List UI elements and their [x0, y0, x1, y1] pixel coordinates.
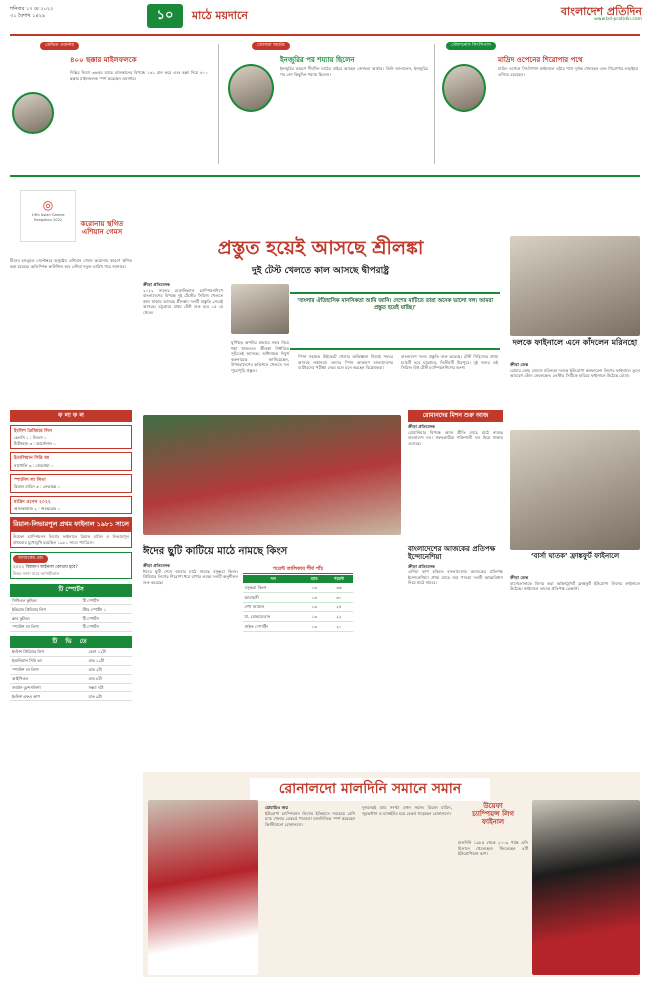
- page-number: ১০: [147, 4, 183, 28]
- table-row: [243, 583, 353, 592]
- points-cell: ২৪: [325, 602, 353, 612]
- romania-body: রোমানিয়ার বিপক্ষে আজ প্রীতি ম্যাচে মাঠে নামছে বাংলাদেশ দল। সফরকারীরা শক্তিশালী দল নিয়ে ঢাকায় এসেছে।: [408, 429, 503, 446]
- barca-byline: ক্রীড়া ডেস্ক: [510, 575, 529, 580]
- mourinho-caption: দলকে ফাইনালে এনে কাঁদলেন মরিনহো: [512, 338, 638, 347]
- asian-games-logo: [20, 190, 76, 242]
- points-cell: ২২: [325, 612, 353, 622]
- col-header-team: দল: [243, 575, 304, 584]
- junior-byline: ক্রীড়া প্রতিবেদক: [408, 563, 435, 569]
- archer-photo: [228, 64, 274, 112]
- today-question-box[interactable]: [10, 552, 132, 579]
- team-cell: শেখ জামাল: [243, 602, 304, 612]
- table-row: [10, 674, 132, 683]
- table-row: [10, 614, 132, 623]
- kings-match-photo: [143, 415, 401, 535]
- story-body: মাদ্রিদ ওপেনে সিৎসিপাস ফাইনালে ওঠার পথে দুর্দান্ত খেলছেন এবং শিরোপার লড়াইয়ে এগিয়ে রয়েছেন।: [498, 66, 638, 77]
- table-row: [243, 612, 353, 622]
- results-banner: রিয়াল-লিভারপুল প্রথম ফাইনাল ১৯৮১ সালে: [10, 517, 132, 532]
- team-cell: বসুন্ধরা কিংস: [243, 583, 304, 592]
- frankfurt-player-photo: [510, 430, 640, 550]
- main-headline: প্রস্তুত হয়েই আসছে শ্রীলঙ্কা: [217, 237, 424, 259]
- barca-caption: ‘বার্সা ঘাতক’ ফ্রাঙ্কফুর্ট ফাইনালে: [530, 552, 620, 560]
- logo-tagline: www.bd-pratidin.com: [594, 17, 642, 23]
- section-title: মাঠে ময়দানে: [192, 9, 248, 22]
- result-item[interactable]: [10, 425, 132, 449]
- result-line: টটেনহাম ৩ : আর্সেনাল ০: [14, 440, 56, 446]
- played-cell: ১৩: [304, 593, 325, 603]
- date-line-gregorian: শনিবার ১৭ মে ২০২২: [10, 6, 54, 12]
- tv-time: বেলা ১২টা: [87, 648, 132, 656]
- table-row: [243, 622, 353, 632]
- main-col-2-text: ঘূর্ণিঝড় অশনির প্রভাবে সফর নিয়ে শঙ্কা থাকলেও শ্রীলঙ্কা নির্ধারিত সূচিতেই আসছে। অধিনায়ক দিমুথ করুনারত্নে জানিয়েছেন, উপমহাদেশের কন্ডিশনে খেলতে দল পুরোপুরি প্রস্তুত।: [231, 340, 289, 373]
- maldini-stats: মালদিনি ১৯৮৫ থেকে ২০০৯ পর্যন্ত এসি মিলানে খেলেছেন। জিতেছেন ৫টি ইউরোপিয়ান কাপ।: [458, 840, 528, 857]
- table-row: [10, 597, 132, 605]
- mourinho-byline: ক্রীড়া ডেস্ক: [510, 362, 529, 367]
- main-col-3-text: স্পিন সহায়ক উইকেটে খেলার অভিজ্ঞতা নিয়েই সফরে আসছে লঙ্কানরা। তাদের স্পিন আক্রমণ বাংলাদেশের ব্যাটারদের পরীক্ষা নেবে বলে মনে করছেন বিশ্লেষকরা।: [298, 354, 393, 371]
- result-league: স্প্যানিশ লা লিগা: [14, 478, 46, 484]
- pull-quote: ‘বাংলার ঐতিহাসিক মানসিকতা আমি জানি। দেশের মাটিতে তারা অনেক ভালো দল। আমরা প্রস্তুত হয়েই যাচ্ছি।’: [290, 292, 500, 350]
- points-cell: ৩০: [325, 593, 353, 603]
- result-item[interactable]: [10, 496, 132, 515]
- story-title: মাদ্রিদ ওপেনের শিরোপার পথে: [498, 56, 583, 65]
- junior-body: এশিয়া কাপ হকিতে বাংলাদেশের আজকের প্রতিপক্ষ ইন্দোনেশিয়া। প্রথম ম্যাচে জয় পাওয়া দলটি আত্মবিশ্বাস নিয়ে মাঠে নামবে।: [408, 569, 503, 586]
- team-cell: ঢা. মোহামেডান: [243, 612, 304, 622]
- result-league: মাদ্রিদ ওপেন ২০২২: [14, 499, 51, 505]
- tv-event: ইন্ডিয়ান প্রিমিয়ার লিগ: [10, 605, 80, 614]
- ucl-final-badge: [458, 802, 528, 826]
- story-kicker: জোফরা আর্চার: [252, 42, 290, 50]
- badge-line-1: উয়েফা: [483, 802, 503, 810]
- asian-games-logo-line1: 19th Asian Games: [31, 213, 65, 218]
- mourinho-story[interactable]: [510, 362, 640, 379]
- result-line: চেলসি ১ : লিডস ০: [14, 435, 47, 441]
- romania-byline: ক্রীড়া প্রতিবেদক: [408, 424, 435, 430]
- team-cell: সাইফ স্পোর্টিং: [243, 622, 304, 632]
- column-divider: [218, 44, 219, 164]
- section-rule: [10, 175, 640, 177]
- points-table: [243, 566, 353, 632]
- asian-games-body: চীনের হাংঝুতে সেপ্টেম্বরে অনুষ্ঠেয় এশিয়ান গেমস করোনার কারণে স্থগিত করা হয়েছে। অলিম্পিক কাউন্সিল অব এশিয়া নতুন তারিখ পরে জানাবে।: [10, 258, 132, 269]
- points-cell: ২০: [325, 622, 353, 632]
- asian-games-headline: করোনায় স্থগিত এশিয়ান গেমস: [80, 220, 124, 237]
- ronaldo-byline: রোমারিও জয়: [265, 805, 289, 810]
- mourinho-body: রোমার কোচ জোসে মরিনহো দলকে ইউরোপা কনফারেন্স লিগের ফাইনালে তুলে আবেগে কেঁদে ফেলেছেন। লেস্টার সিটিকে হারিয়ে ফাইনালে উঠেছে রোমা।: [510, 367, 640, 379]
- tv-event: ইতালিয়ান সিরি আ: [10, 656, 87, 665]
- table-row: [243, 593, 353, 603]
- tv-event: স্প্যানিশ লা লিগা: [10, 623, 80, 632]
- tv-time: রাত ৮টা: [87, 674, 132, 683]
- kings-headline: ঈদের ছুটি কাটিয়ে মাঠে নামছে কিংস: [143, 546, 288, 557]
- top-story-tsitsipas[interactable]: [438, 42, 640, 77]
- main-col-1-text: ২০২২ সালের মেকানিক্যাল চ্যাম্পিয়নশিপে বাংলাদেশের বিপক্ষে দুই টেস্টের সিরিজ খেলতে কাল ঢাকায় আসছে শ্রীলঙ্কা। দলটি প্রস্তুতি সেরেই আসছে। চট্টগ্রামে প্রথম টেস্ট শুরু হবে ১৫ মে থেকে।: [143, 287, 223, 315]
- kings-body: ঈদের ছুটি শেষে আবার মাঠে নামছে বসুন্ধরা কিংস। প্রিমিয়ার লিগের শিরোপা ধরে রাখার লক্ষ্যে দলটি অনুশীলন শুরু করেছে।: [143, 568, 238, 585]
- tv-event: সিপিএল ফুটবল: [10, 597, 80, 605]
- kings-byline: ক্রীড়া প্রতিবেদক: [143, 563, 170, 568]
- column-divider: [434, 44, 435, 164]
- main-subhead: দুই টেস্ট খেলতে কাল আসছে দ্বীপরাষ্ট্র: [252, 266, 389, 276]
- table-row: [10, 692, 132, 701]
- story-kicker: স্টেফানোস সিৎসিপাস: [446, 42, 496, 50]
- today-label: আজকের প্রশ্ন: [13, 555, 48, 563]
- ronaldo-headline: রোনালদো মালদিনি সমানে সমান: [250, 778, 490, 801]
- table-row: [10, 623, 132, 632]
- tv-event: আইপিএল: [10, 674, 87, 683]
- tv-time: রাত ১২টা: [87, 656, 132, 665]
- maldini-photo: [532, 800, 640, 975]
- results-sidebar: [10, 410, 132, 701]
- sri-lanka-coach-photo: [231, 284, 289, 334]
- ronaldo-photo: [148, 800, 258, 975]
- main-byline: ক্রীড়া প্রতিবেদক: [143, 282, 170, 287]
- tv-time: সন্ধ্যা ৭টা: [87, 683, 132, 692]
- table-row: [10, 605, 132, 614]
- points-cell: ৩৬: [325, 583, 353, 592]
- played-cell: ১৩: [304, 602, 325, 612]
- team-cell: আবাহনী: [243, 593, 304, 603]
- tv-event: ইংলিশ প্রিমিয়ার লিগ: [10, 648, 87, 656]
- badge-line-2: চ্যাম্পিয়ন্স লিগ: [472, 810, 514, 819]
- asian-games-story[interactable]: [10, 190, 132, 269]
- ronaldo-body-2: দুজনেরই ম্যাচ সংখ্যা এখন সমান। রিয়াল মাদ্রিদ, জুভেন্টাস ও ম্যানইউর হয়ে রেকর্ড গড়েছেন রোনালদো।: [362, 805, 452, 816]
- story-title: ৪০০ ছক্কার মাইলফলকে: [70, 56, 137, 65]
- tv-schedule-table: [10, 597, 132, 632]
- logo-text: বাংলাদেশ প্রতিদিন: [560, 5, 642, 18]
- points-table-title: পয়েন্ট তালিকায় শীর্ষ পাঁচ: [243, 566, 353, 574]
- result-league: ইংলিশ প্রিমিয়ার লিগ: [14, 429, 52, 435]
- top-story-warner[interactable]: [10, 42, 210, 81]
- date-line-bengali: ৩১ বৈশাখ ১৪২৯: [10, 12, 46, 19]
- asian-games-emblem-icon: ◎: [42, 198, 54, 212]
- main-col-4-text: বাংলাদেশ দলও প্রস্তুতি শুরু করেছে। টেস্ট সিরিজের প্রথম ম্যাচটি হবে চট্টগ্রামে, দ্বিতীয়টি মিরপুরে। দুই দলের এই সিরিজ বিশ্ব টেস্ট চ্যাম্পিয়নশিপের অংশ।: [401, 354, 498, 371]
- played-cell: ১৩: [304, 612, 325, 622]
- barca-story[interactable]: [510, 575, 640, 592]
- result-item[interactable]: [10, 474, 132, 493]
- today-question: ২০২২ বিশ্বকাপ ফাইনাল কোথায় হবে?: [13, 565, 78, 571]
- romania-kicker: রোমানদের মিশন শুরু আজ: [408, 410, 503, 422]
- tv-event: স্প্যানিশ লা লিগা: [10, 665, 87, 674]
- tv2-schedule-title: টি ভি তে: [10, 636, 132, 648]
- story-title: ইনজুরির পর শয্যায় ছিলেন: [280, 56, 355, 65]
- kings-story[interactable]: [143, 563, 238, 585]
- top-stories: [10, 40, 640, 170]
- tv-channel: টি স্পোর্টস: [80, 614, 132, 623]
- warner-photo: [12, 92, 54, 134]
- tv-time: রাত ২টা: [87, 665, 132, 674]
- results-banner-body: উয়েফা চ্যাম্পিয়নস লিগের ফাইনালে রিয়াল মাদ্রিদ ও লিভারপুল প্রথমবার মুখোমুখি হয়েছিল ১৯৮১ সালে প্যারিসে।: [10, 532, 132, 548]
- top-story-archer[interactable]: [224, 42, 429, 77]
- col-header-played: ম্যাচ: [304, 575, 325, 584]
- tv-channel: টি স্পোর্টস: [80, 623, 132, 632]
- tv-schedule-title: টি স্পোর্টস: [10, 584, 132, 596]
- story-body: ইনজুরির কারণে দীর্ঘদিন মাঠের বাইরে আছেন জোফরা আর্চার। তিনি জানালেন, ইনজুরির পর বেশ কিছুদিন শয্যায় ছিলেন।: [280, 66, 428, 77]
- tv2-schedule-table: [10, 648, 132, 701]
- mourinho-photo: [510, 236, 640, 336]
- junior-headline: বাংলাদেশের আজকের প্রতিপক্ষ ইন্দোনেশিয়া: [408, 545, 496, 562]
- table-row: [10, 648, 132, 656]
- ronaldo-body-1: ইউরোপা চ্যাম্পিয়নস লিগের ইতিহাসে সবচেয়ে বেশি ম্যাচ খেলার রেকর্ডে পাওলো মালদিনিকে স্পর্শ করেছেন ক্রিস্টিয়ানো রোনালদো।: [265, 810, 355, 827]
- result-line: রিয়াল মাদ্রিদ ৬ : লেভান্তে ০: [14, 484, 61, 490]
- tv-event: ইংলিশ এফএ কাপ: [10, 692, 87, 701]
- tv-time: রাত ৯টা: [87, 692, 132, 701]
- main-col-1: [143, 282, 223, 315]
- table-row: [10, 665, 132, 674]
- result-line: আলকারাজ ২ : জভেরেভ ০: [14, 505, 61, 511]
- col-header-points: পয়েন্ট: [325, 575, 353, 584]
- table-row: [10, 683, 132, 692]
- romania-story[interactable]: [408, 410, 503, 446]
- tv-channel: টি স্পোর্টস: [80, 597, 132, 605]
- result-item[interactable]: [10, 452, 132, 471]
- table-row: [243, 602, 353, 612]
- result-line: নাপোলি ৩ : জেনোয়া ০: [14, 462, 54, 468]
- results-title: ফ লা ফ ল: [10, 410, 132, 422]
- tv-event: জার্মান বুন্দেসলিগা: [10, 683, 87, 692]
- asian-games-logo-line2: Hangzhou 2022: [33, 218, 63, 223]
- played-cell: ১৩: [304, 622, 325, 632]
- junior-story[interactable]: [408, 545, 503, 586]
- badge-line-3: ফাইনাল: [481, 818, 505, 827]
- today-answer-hint: উত্তর জানা যাবে আগামীকাল: [13, 571, 60, 577]
- played-cell: ১৩: [304, 583, 325, 592]
- masthead-date: [10, 6, 130, 20]
- tv-channel: স্টার স্পোর্টস ১: [80, 605, 132, 614]
- story-kicker: ডেভিড ওয়ার্নার: [40, 42, 79, 50]
- tsitsipas-photo: [442, 64, 486, 112]
- table-row: [10, 656, 132, 665]
- story-body: দিল্লির লিগে ৩৬তম ম্যাচে রাজস্থানের বিপক্ষে ১৬১ রান করে এবং ছক্কা দিয়ে ৪০০ ছক্কার মাইলফলক স্পর্শ করেছেন ওয়ার্নার।: [70, 70, 208, 81]
- points-table-grid: [243, 575, 353, 632]
- tv-event: ক্লাব ফুটবল: [10, 614, 80, 623]
- ronaldo-story-col1[interactable]: [265, 805, 355, 827]
- result-league: ইতালিয়ান সিরি আ: [14, 456, 50, 462]
- masthead-rule: [10, 34, 640, 36]
- barca-body: বার্সেলোনাকে বিদায় করা আইনট্রাখট ফ্রাঙ্কফুর্ট ইউরোপা লিগের ফাইনালে উঠেছে। ফাইনালে তাদের প্রতিপক্ষ রেঞ্জার্স।: [510, 580, 640, 592]
- newspaper-logo[interactable]: [530, 6, 642, 23]
